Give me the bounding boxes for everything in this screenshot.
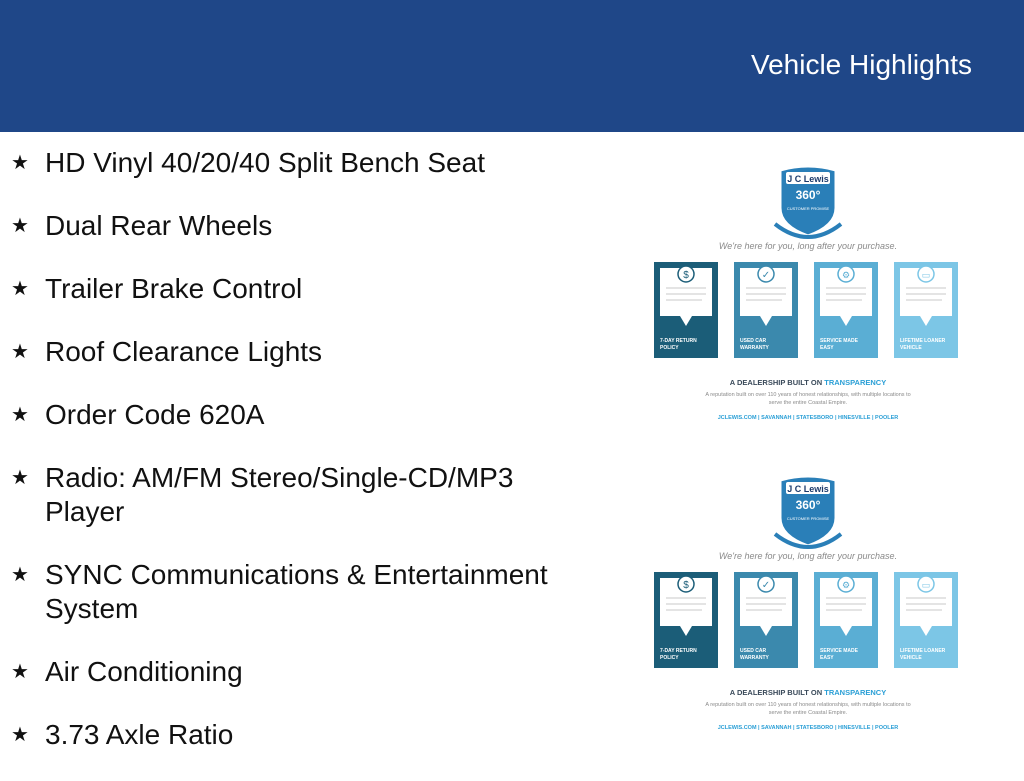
car-icon: ▭ [921, 580, 931, 590]
promo-card [654, 262, 718, 358]
star-bullet-icon: ★ [11, 564, 29, 586]
star-bullet-icon: ★ [11, 661, 29, 683]
card-label: 7-DAY RETURN [660, 338, 697, 344]
promo-card [734, 572, 798, 668]
feature-list [0, 146, 580, 781]
logo-caption: CUSTOMER PROMISE [786, 516, 830, 521]
promo-tagline: We're here for you, long after your purchase. [718, 551, 898, 561]
logo-brand: J C Lewis [787, 484, 829, 494]
wrench-icon: ⚙ [841, 270, 851, 280]
card-label: POLICY [660, 345, 679, 351]
card-label: USED CAR [740, 648, 767, 654]
star-bullet-icon: ★ [11, 467, 29, 489]
promo-card [734, 262, 798, 358]
feature-text: HD Vinyl 40/20/40 Split Bench Seat [45, 147, 485, 178]
dollar-icon: $ [683, 580, 689, 591]
car-icon: ▭ [921, 270, 931, 280]
heading-highlight: TRANSPARENCY [824, 688, 887, 697]
card-label: LIFETIME LOANER [900, 648, 946, 654]
promo-locations: JCLEWIS.COM | SAVANNAH | STATESBORO | HINESVILLE | POOLER [717, 725, 899, 731]
promo-description: serve the entire Coastal Empire. [768, 400, 848, 406]
star-bullet-icon: ★ [11, 152, 29, 174]
customer-promise-logo [775, 476, 841, 547]
card-label: WARRANTY [740, 655, 769, 661]
feature-text: Dual Rear Wheels [45, 210, 273, 241]
feature-text: Trailer Brake Control [45, 273, 303, 304]
promo-heading [730, 378, 886, 387]
feature-item [0, 558, 580, 626]
wrench-icon: ⚙ [841, 580, 851, 590]
star-bullet-icon: ★ [11, 215, 29, 237]
feature-text: Roof Clearance Lights [45, 336, 323, 367]
card-label: VEHICLE [900, 345, 922, 351]
star-bullet-icon: ★ [11, 404, 29, 426]
card-label: VEHICLE [900, 655, 922, 661]
feature-item [0, 461, 580, 529]
logo-caption: CUSTOMER PROMISE [786, 206, 830, 211]
promo-image [652, 468, 964, 736]
page-title: Vehicle Highlights [750, 49, 972, 80]
star-bullet-icon: ★ [11, 341, 29, 363]
star-bullet-icon: ★ [11, 278, 29, 300]
card-label: POLICY [660, 655, 679, 661]
promo-description: serve the entire Coastal Empire. [768, 710, 848, 716]
promo-card [894, 262, 958, 358]
card-label: 7-DAY RETURN [660, 648, 697, 654]
card-label: SERVICE MADE [820, 648, 858, 654]
card-label: USED CAR [740, 338, 767, 344]
promo-description: A reputation built on over 110 years of honest relationships, with multiple locations to [705, 702, 911, 708]
promo-tagline: We're here for you, long after your purchase. [718, 241, 898, 251]
feature-text: Air Conditioning [45, 656, 243, 687]
feature-item [0, 209, 580, 243]
card-label: WARRANTY [740, 345, 769, 351]
star-bullet-icon: ★ [11, 724, 29, 746]
logo-number: 360° [795, 498, 821, 512]
promo-card [654, 572, 718, 668]
feature-item [0, 272, 580, 306]
feature-item [0, 398, 580, 432]
promo-card [814, 262, 878, 358]
heading-prefix: A DEALERSHIP BUILT ON [729, 378, 825, 387]
feature-text: 3.73 Axle Ratio [45, 719, 234, 750]
card-label: SERVICE MADE [820, 338, 858, 344]
feature-text: Radio: AM/FM Stereo/Single-CD/MP3 Player [45, 462, 514, 527]
dollar-icon: $ [683, 270, 689, 281]
promo-image [652, 158, 964, 426]
card-label: LIFETIME LOANER [900, 338, 946, 344]
card-label: EASY [820, 345, 834, 351]
feature-text: Order Code 620A [45, 399, 265, 430]
feature-item [0, 146, 580, 180]
feature-text: SYNC Communications & Entertainment System [45, 559, 548, 624]
promo-heading [730, 688, 886, 697]
badge-icon: ✓ [761, 580, 771, 591]
promo-description: A reputation built on over 110 years of honest relationships, with multiple locations to [705, 392, 911, 398]
promo-card [894, 572, 958, 668]
customer-promise-logo [775, 166, 841, 237]
feature-item [0, 655, 580, 689]
promo-locations: JCLEWIS.COM | SAVANNAH | STATESBORO | HINESVILLE | POOLER [717, 415, 899, 421]
feature-item [0, 335, 580, 369]
badge-icon: ✓ [761, 270, 771, 281]
feature-item [0, 718, 580, 752]
logo-brand: J C Lewis [787, 174, 829, 184]
card-label: EASY [820, 655, 834, 661]
heading-highlight: TRANSPARENCY [824, 378, 887, 387]
logo-number: 360° [795, 188, 821, 202]
heading-prefix: A DEALERSHIP BUILT ON [729, 688, 825, 697]
promo-card [814, 572, 878, 668]
header-banner [0, 0, 1024, 132]
